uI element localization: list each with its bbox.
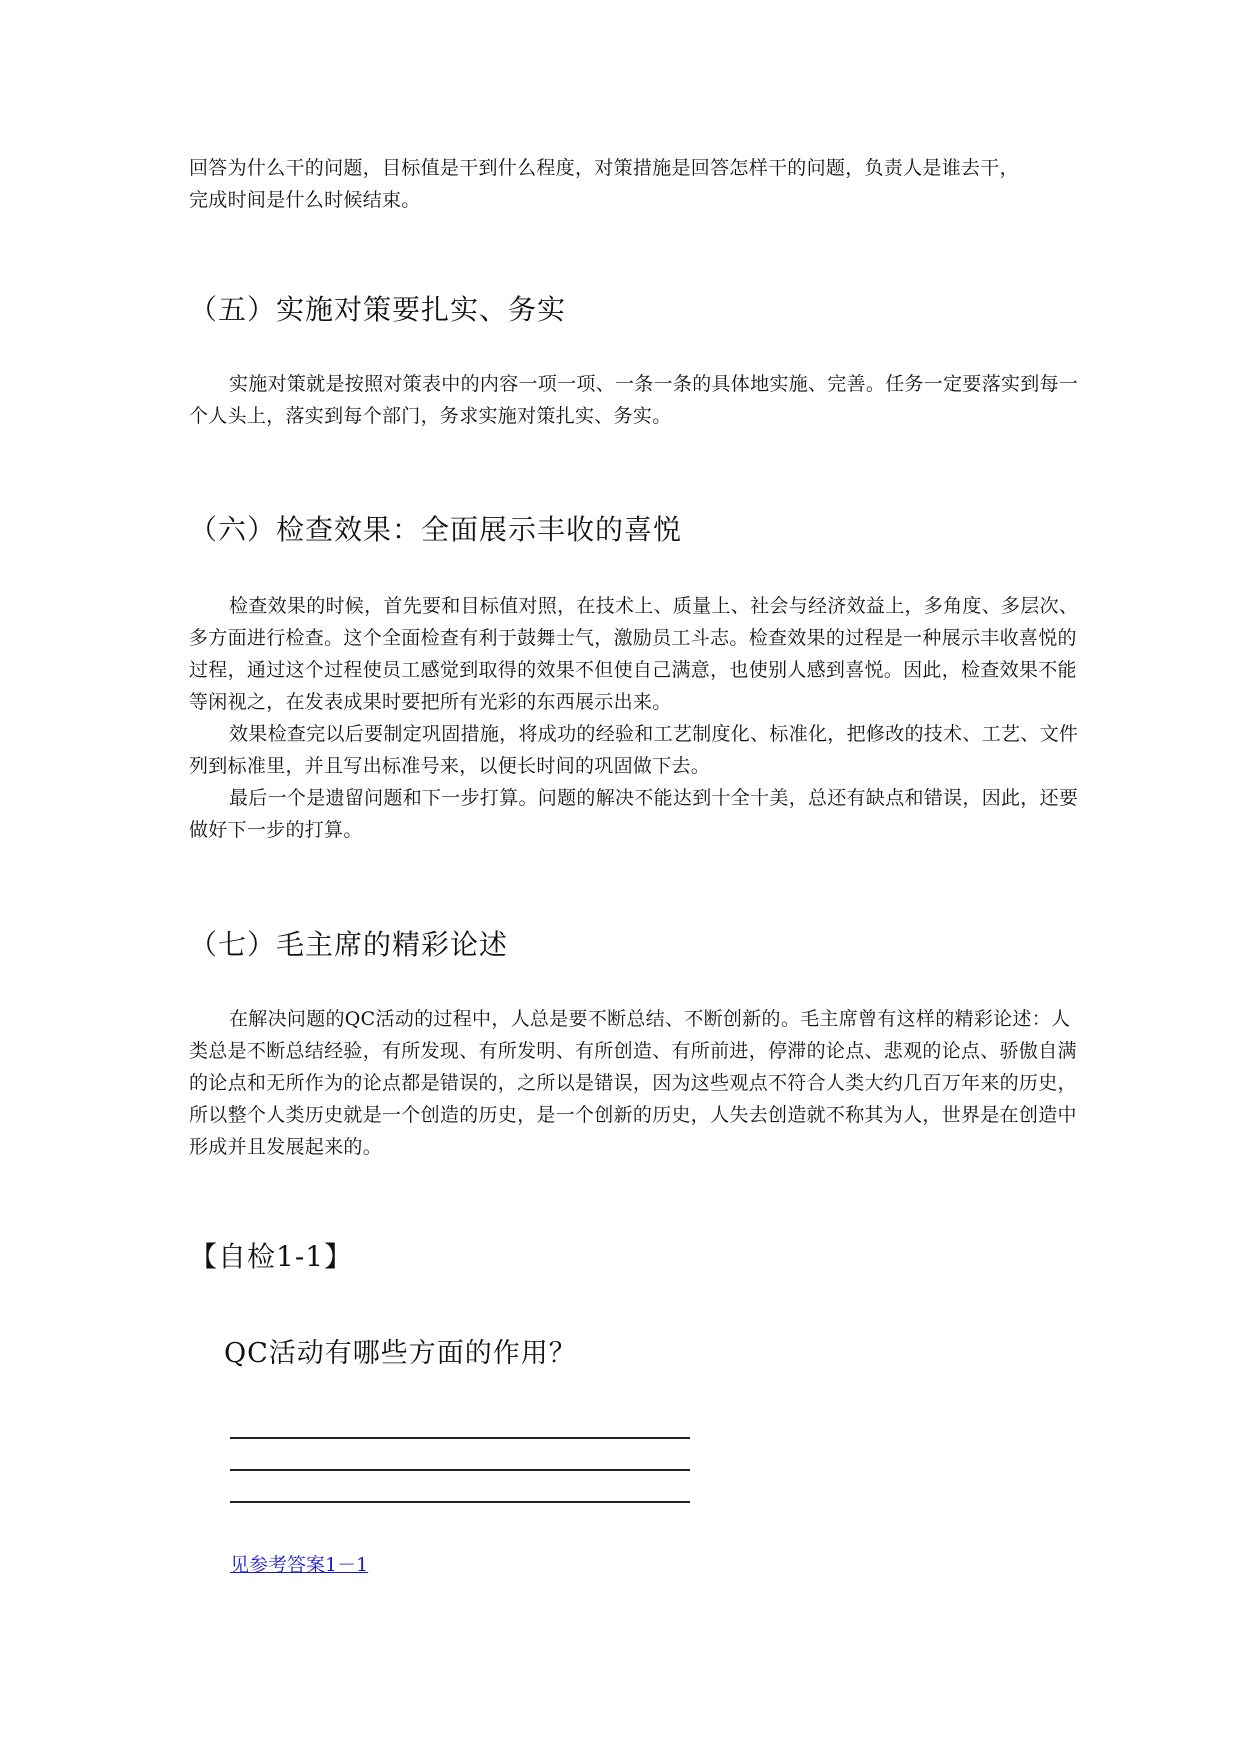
section7-title: （七）毛主席的精彩论述 — [189, 928, 509, 961]
section7-paragraph: 在解决问题的QC活动的过程中，人总是要不断总结、不断创新的。毛主席曾有这样的精彩论述：人类总是不断总结经验，有所发现、有所发明、有所创造、有所前进，停滞的论点、悲观的论点、骄傲自满的论点和无所作为的论点都是错误的，之所以是错误，因为这些观点不符合人类大约几百万年来的历史，所以整个人类历史就是一个创造的历史，是一个创新的历史，人失去创造就不称其为人，世界是在创造中形成并且发展起来的。 — [189, 1008, 1077, 1158]
reference-answer-link[interactable]: 见参考答案1－1 — [230, 1554, 369, 1576]
section6-body — [0, 590, 1079, 846]
answer-line-3[interactable] — [230, 1501, 690, 1503]
selfcheck-title: 【自检1-1】 — [189, 1240, 354, 1273]
answer-line-2[interactable] — [230, 1469, 690, 1471]
section6-paragraph-1: 检查效果的时候，首先要和目标值对照，在技术上、质量上、社会与经济效益上，多角度、多层次、多方面进行检查。这个全面检查有利于鼓舞士气，激励员工斗志。检查效果的过程是一种展示丰收喜悦的过程，通过这个过程使员工感觉到取得的效果不但使自己满意，也使别人感到喜悦。因此，检查效果不能等闲视之，在发表成果时要把所有光彩的东西展示出来。 — [189, 595, 1079, 713]
intro-line-1: 回答为什么干的问题，目标值是干到什么程度，对策措施是回答怎样干的问题，负责人是谁去干， — [189, 157, 1019, 179]
section6-title: （六）检查效果：全面展示丰收的喜悦 — [189, 513, 683, 546]
answer-area[interactable] — [230, 1437, 690, 1533]
section5-title: （五）实施对策要扎实、务实 — [189, 293, 567, 326]
answer-line-1[interactable] — [230, 1437, 690, 1439]
intro-paragraph — [189, 152, 1079, 216]
intro-line-2: 完成时间是什么时候结束。 — [189, 189, 421, 211]
selfcheck-question: QC活动有哪些方面的作用？ — [224, 1338, 577, 1369]
section6-paragraph-3: 最后一个是遗留问题和下一步打算。问题的解决不能达到十全十美，总还有缺点和错误，因此，还要做好下一步的打算。 — [189, 787, 1079, 841]
section6-paragraph-2: 效果检查完以后要制定巩固措施，将成功的经验和工艺制度化、标准化，把修改的技术、工艺、文件列到标准里，并且写出标准号来，以便长时间的巩固做下去。 — [189, 723, 1079, 777]
section5-paragraph: 实施对策就是按照对策表中的内容一项一项、一条一条的具体地实施、完善。任务一定要落实到每一个人头上，落实到每个部门，务求实施对策扎实、务实。 — [189, 373, 1079, 427]
